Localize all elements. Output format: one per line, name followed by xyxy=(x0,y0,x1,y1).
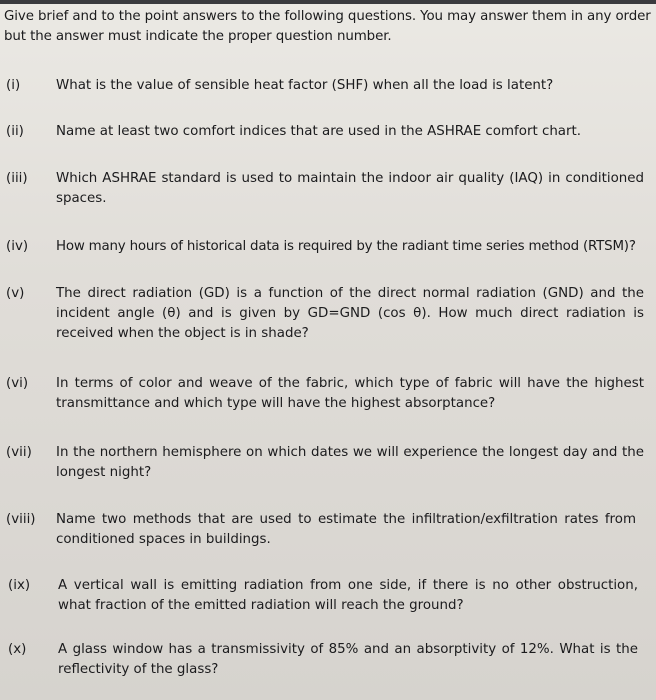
question-text: A vertical wall is emitting radiation from one side, if there is no other obstruction, what fraction of the emitted radiation will reach the ground? xyxy=(58,578,638,613)
question-text: What is the value of sensible heat factor (SHF) when all the load is latent? xyxy=(56,78,554,93)
instructions: Give brief and to the point answers to the following questions. You may answer them in any order but the answer must indicate the proper question number. xyxy=(4,9,651,44)
question-text: Name two methods that are used to estimate the infiltration/exfiltration rates from conditioned spaces in buildings. xyxy=(56,512,636,547)
question-number: (v) xyxy=(6,286,25,301)
top-edge-bar xyxy=(0,0,656,4)
question-number: (i) xyxy=(6,78,21,93)
question-text: In the northern hemisphere on which dates we will experience the longest day and the longest night? xyxy=(56,445,644,480)
question-text: The direct radiation (GD) is a function of the direct normal radiation (GND) and the incident angle (θ) and is given by GD=GND (cos θ). How much direct radiation is received when the object is in shade? xyxy=(56,286,644,341)
question-text: Name at least two comfort indices that are used in the ASHRAE comfort chart. xyxy=(56,124,582,139)
question-number: (iv) xyxy=(6,239,29,254)
question-number: (ii) xyxy=(6,124,24,139)
question-text: How many hours of historical data is required by the radiant time series method (RTSM)? xyxy=(56,239,636,254)
question-number: (iii) xyxy=(6,171,28,186)
question-number: (ix) xyxy=(8,578,31,593)
question-number: (vii) xyxy=(6,445,32,460)
question-text: Which ASHRAE standard is used to maintain the indoor air quality (IAQ) in conditioned spaces. xyxy=(56,171,644,206)
question-number: (x) xyxy=(8,642,27,657)
question-text: A glass window has a transmissivity of 85% and an absorptivity of 12%. What is the reflectivity of the glass? xyxy=(58,642,638,677)
question-number: (viii) xyxy=(6,512,36,527)
question-number: (vi) xyxy=(6,376,29,391)
question-text: In terms of color and weave of the fabric, which type of fabric will have the highest transmittance and which type will have the highest absorptance? xyxy=(56,376,644,411)
